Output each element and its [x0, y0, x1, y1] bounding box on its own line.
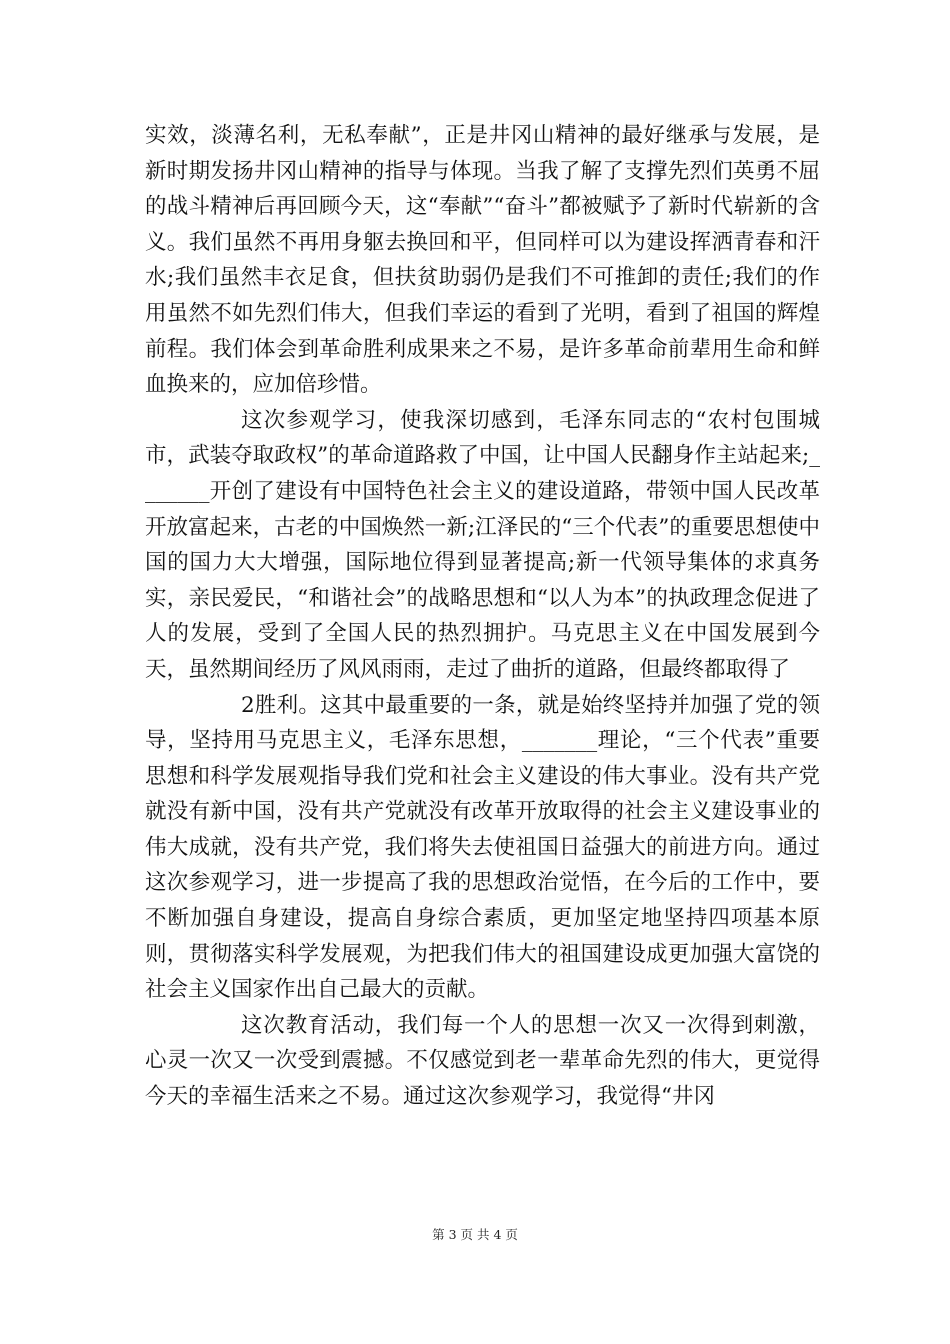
- paragraph-party-leadership: 2胜利。这其中最重要的一条，就是始终坚持并加强了党的领导，坚持用马克思主义，毛泽东思想，_______理论，“三个代表”重要思想和科学发展观指导我们党和社会主义建设的伟大事业。没有共产党就没有新中国，没有共产党就没有改革开放取得的社会主义建设事业的伟大成就，没有共产党，我们将失去使祖国日益强大的前进方向。通过这次参观学习，进一步提高了我的思想政治觉悟，在今后的工作中，要不断加强自身建设，提高自身综合素质，更加坚定地坚持四项基本原则，贯彻落实科学发展观，为把我们伟大的祖国建设成更加强大富饶的社会主义国家作出自己最大的贡献。: [145, 692, 820, 1003]
- paragraph-continued: 实效，淡薄名利，无私奉献”，正是井冈山精神的最好继承与发展，是新时期发扬井冈山精神的指导与体现。当我了解了支撑先烈们英勇不屈的战斗精神后再回顾今天，这“奉献”“奋斗”都被赋予了新时代崭新的含义。我们虽然不再用身躯去换回和平，但同样可以为建设挥洒青春和汗水;我们虽然丰衣足食，但扶贫助弱仍是我们不可推卸的责任;我们的作用虽然不如先烈们伟大，但我们幸运的看到了光明，看到了祖国的辉煌前程。我们体会到革命胜利成果来之不易，是许多革命前辈用生命和鲜血换来的，应加倍珍惜。: [145, 123, 820, 398]
- paragraph-visit-reflection: 这次参观学习，使我深切感到，毛泽东同志的“农村包围城市，武装夺取政权”的革命道路救了中国，让中国人民翻身作主站起来;_______开创了建设有中国特色社会主义的建设道路，带领中国人民改革开放富起来，古老的中国焕然一新;江泽民的“三个代表”的重要思想使中国的国力大大增强，国际地位得到显著提高;新一代领导集体的求真务实，亲民爱民，“和谐社会”的战略思想和“以人为本”的执政理念促进了人的发展，受到了全国人民的热烈拥护。马克思主义在中国发展到今天，虽然期间经历了风风雨雨，走过了曲折的道路，但最终都取得了: [145, 407, 820, 682]
- page-number-footer: 第 3 页 共 4 页: [432, 1227, 518, 1242]
- document-body: [145, 118, 820, 1115]
- paragraph-education-activity: 这次教育活动，我们每一个人的思想一次又一次得到刺激，心灵一次又一次受到震撼。不仅感觉到老一辈革命先烈的伟大，更觉得今天的幸福生活来之不易。通过这次参观学习，我觉得“井冈: [145, 1012, 820, 1110]
